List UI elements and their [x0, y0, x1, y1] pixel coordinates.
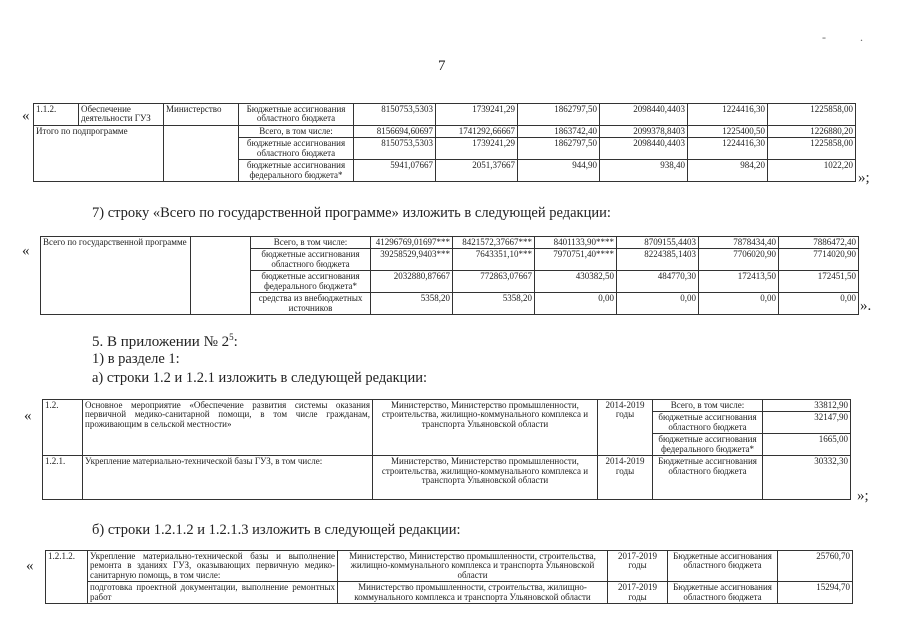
row-name: Основное мероприятие «Обеспечение развития системы оказания первичной медико-санитарной помощи, в том числе гражданам, проживающим в сельской местности»: [83, 400, 373, 456]
subprogram-table: [33, 103, 856, 182]
value-cell: 8150753,5303: [354, 104, 436, 126]
value-cell: 1741292,66667: [436, 125, 518, 137]
value-cell: 1225858,00: [768, 104, 856, 126]
value-cell: 32147,90: [763, 412, 851, 434]
value-cell: 0,00: [779, 293, 859, 315]
source-label: бюджетные ассигнования областного бюджета: [653, 412, 763, 434]
value-cell: 8401133,90****: [535, 237, 617, 249]
value-cell: 5941,07667: [354, 160, 436, 182]
value-cell: 8224385,1403: [617, 249, 699, 271]
source-label: Всего, в том числе:: [239, 125, 354, 137]
value-cell: 1862797,50: [518, 104, 600, 126]
row-years: 2014-2019 годы: [598, 456, 653, 500]
value-cell: 8421572,37667***: [453, 237, 535, 249]
table-row: [46, 551, 853, 582]
value-cell: 2098440,4403: [600, 138, 688, 160]
value-cell: 0,00: [699, 293, 779, 315]
close-quote: »;: [857, 488, 869, 504]
value-cell: 7643351,10***: [453, 249, 535, 271]
value-cell: 30332,30: [763, 456, 851, 500]
value-cell: 172451,50: [779, 271, 859, 293]
row-number: 1.2.: [43, 400, 83, 456]
row-name: подготовка проектной документации, выполнение ремонтных работ: [88, 582, 338, 604]
source-label: бюджетные ассигнования федерального бюджета*: [251, 271, 371, 293]
value-cell: 430382,50: [535, 271, 617, 293]
section-heading: 7) строку «Всего по государственной программе» изложить в следующей редакции:: [92, 205, 611, 221]
table-row: [41, 237, 859, 249]
value-cell: 1863742,40: [518, 125, 600, 137]
open-quote: «: [22, 243, 30, 259]
value-cell: 1224416,30: [688, 138, 768, 160]
value-cell: 2032880,87667: [371, 271, 453, 293]
activities-table: [42, 399, 851, 500]
value-cell: 25760,70: [778, 551, 853, 582]
scan-mark: .: [860, 30, 863, 44]
sub-activities-table: [45, 550, 853, 604]
value-cell: 1224416,30: [688, 104, 768, 126]
page-number: 7: [438, 58, 446, 74]
source-label: Всего, в том числе:: [653, 400, 763, 412]
row-executor: Министерство, Министерство промышленности, строительства, жилищно-коммунального комплекса и транспорта Ульяновской области: [373, 456, 598, 500]
row-years: 2014-2019 годы: [598, 400, 653, 456]
value-cell: 5358,20: [453, 293, 535, 315]
section-heading: а) строки 1.2 и 1.2.1 изложить в следующей редакции:: [92, 370, 427, 386]
value-cell: 984,20: [688, 160, 768, 182]
table-row: [34, 125, 856, 137]
value-cell: 39258529,9403***: [371, 249, 453, 271]
value-cell: 1226880,20: [768, 125, 856, 137]
value-cell: 0,00: [535, 293, 617, 315]
scan-mark: -: [822, 30, 826, 44]
value-cell: 1225858,00: [768, 138, 856, 160]
value-cell: 772863,07667: [453, 271, 535, 293]
value-cell: 172413,50: [699, 271, 779, 293]
source-label: бюджетные ассигнования федерального бюджета*: [653, 434, 763, 456]
value-cell: 33812,90: [763, 400, 851, 412]
source-label: Бюджетные ассигнования областного бюджета: [653, 456, 763, 500]
value-cell: 1739241,29: [436, 138, 518, 160]
value-cell: 8709155,4403: [617, 237, 699, 249]
row-executor: Министерство, Министерство промышленности, строительства, жилищно-коммунального комплекса и транспорта Ульяновской области: [338, 551, 608, 582]
table-row: [43, 456, 851, 500]
section-heading: 1) в разделе 1:: [92, 351, 180, 367]
value-cell: 2098440,4403: [600, 104, 688, 126]
row-executor: Министерство, Министерство промышленности, строительства, жилищно-коммунального комплекса и транспорта Ульяновской области: [373, 400, 598, 456]
value-cell: 1739241,29: [436, 104, 518, 126]
open-quote: «: [24, 408, 32, 424]
table-row: [34, 104, 856, 126]
value-cell: 15294,70: [778, 582, 853, 604]
total-label: Итого по подпрограмме: [34, 125, 164, 181]
value-cell: 944,90: [518, 160, 600, 182]
value-cell: 1862797,50: [518, 138, 600, 160]
row-name: Обеспечение деятельности ГУЗ: [79, 104, 164, 126]
source-label: Бюджетные ассигнования областного бюджета: [668, 582, 778, 604]
table-row: [46, 582, 853, 604]
open-quote: «: [26, 558, 34, 574]
value-cell: 7886472,40: [779, 237, 859, 249]
value-cell: 1022,20: [768, 160, 856, 182]
value-cell: 938,40: [600, 160, 688, 182]
row-years: 2017-2019 годы: [608, 551, 668, 582]
value-cell: 7878434,40: [699, 237, 779, 249]
row-number: 1.1.2.: [34, 104, 79, 126]
close-quote: »;: [858, 170, 870, 186]
value-cell: 41296769,01697***: [371, 237, 453, 249]
value-cell: 1225400,50: [688, 125, 768, 137]
row-years: 2017-2019 годы: [608, 582, 668, 604]
open-quote: «: [22, 108, 30, 124]
row-number: 1.2.1.: [43, 456, 83, 500]
program-total-table: [40, 236, 859, 315]
row-executor: Министерство промышленности, строительства, жилищно-коммунального комплекса и транспорта Ульяновской области: [338, 582, 608, 604]
program-label: Всего по государственной программе: [41, 237, 191, 315]
value-cell: 0,00: [617, 293, 699, 315]
source-label: бюджетные ассигнования областного бюджета: [251, 249, 371, 271]
section-heading: б) строки 1.2.1.2 и 1.2.1.3 изложить в следующей редакции:: [92, 522, 461, 538]
section-heading: 5. В приложении № $2^5$:: [92, 332, 238, 350]
row-number: 1.2.1.2.: [46, 551, 88, 604]
value-cell: 8156694,60697: [354, 125, 436, 137]
source-label: Всего, в том числе:: [251, 237, 371, 249]
value-cell: 8150753,5303: [354, 138, 436, 160]
row-name: Укрепление материально-технической базы и выполнение ремонта в зданиях ГУЗ, оказывающих первичную медико-санитарную помощь, в том числе:: [88, 551, 338, 582]
value-cell: 1665,00: [763, 434, 851, 456]
source-label: бюджетные ассигнования областного бюджета: [239, 138, 354, 160]
value-cell: 7714020,90: [779, 249, 859, 271]
row-executor: Министерство: [164, 104, 239, 126]
value-cell: 7970751,40****: [535, 249, 617, 271]
value-cell: 484770,30: [617, 271, 699, 293]
source-label: бюджетные ассигнования федерального бюджета*: [239, 160, 354, 182]
row-source: Бюджетные ассигнования областного бюджета: [239, 104, 354, 126]
value-cell: 2051,37667: [436, 160, 518, 182]
value-cell: 5358,20: [371, 293, 453, 315]
source-label: Бюджетные ассигнования областного бюджета: [668, 551, 778, 582]
value-cell: 7706020,90: [699, 249, 779, 271]
row-name: Укрепление материально-технической базы ГУЗ, в том числе:: [83, 456, 373, 500]
table-row: [43, 400, 851, 412]
close-quote: ».: [860, 298, 872, 314]
source-label: средства из внебюджетных источников: [251, 293, 371, 315]
value-cell: 2099378,8403: [600, 125, 688, 137]
